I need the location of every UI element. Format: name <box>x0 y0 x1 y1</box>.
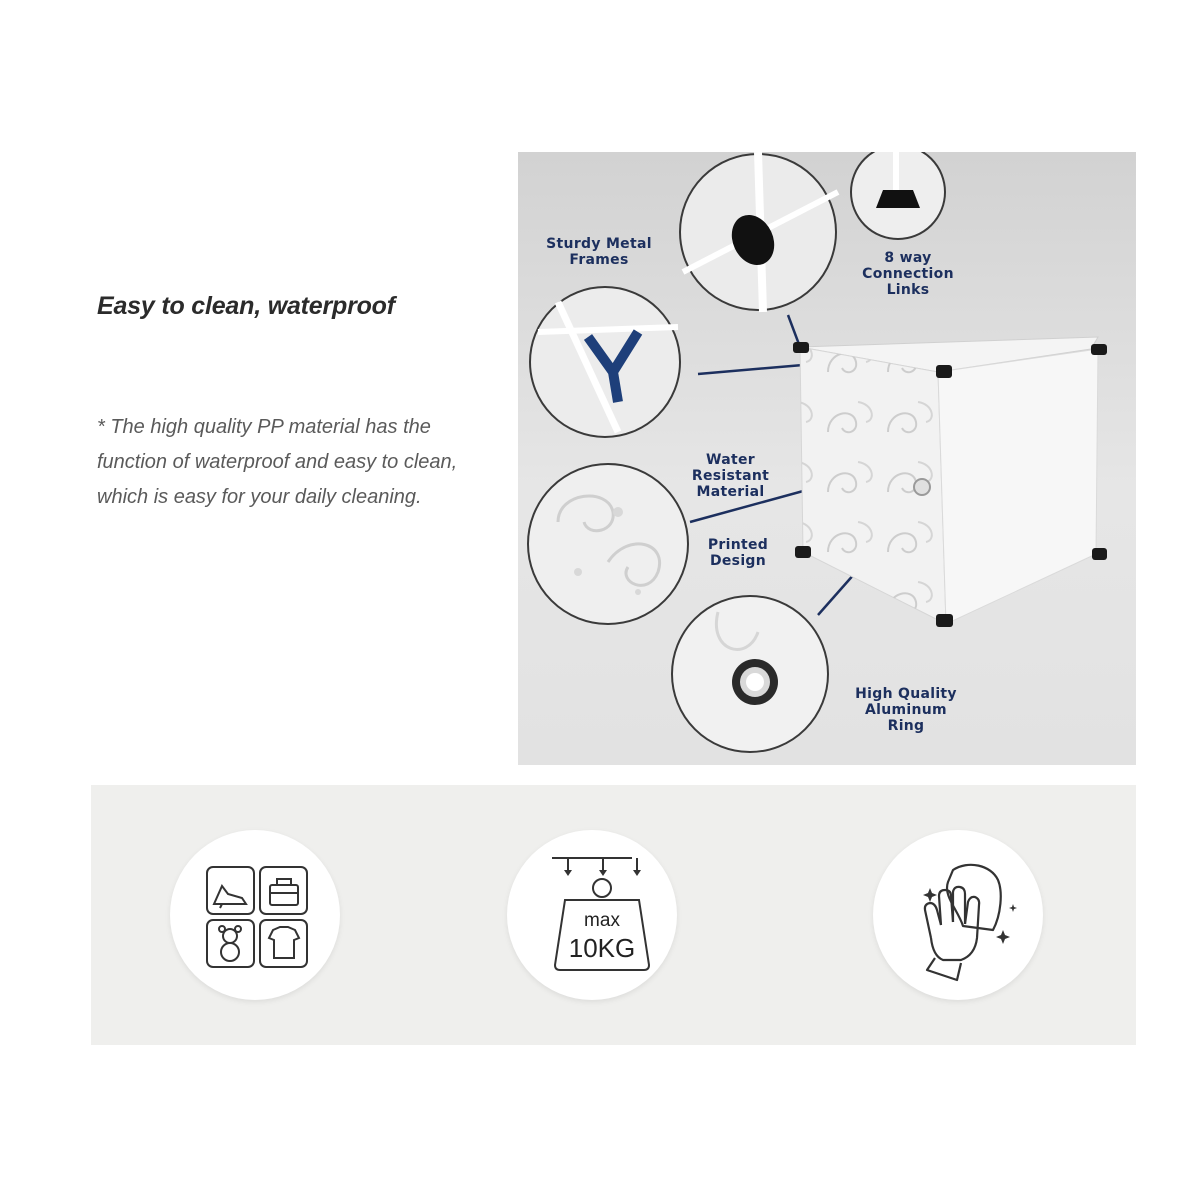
section-heading: Easy to clean, waterproof <box>97 292 395 320</box>
max-load-value: 10KG <box>568 933 636 963</box>
description-text: * The high quality PP material has the function of waterproof and easy to clean, which is easy for your daily cleaning. <box>97 416 458 508</box>
storage-cube <box>793 337 1107 627</box>
detail-connector-circle <box>680 152 838 312</box>
detail-links-circle <box>851 152 945 239</box>
easy-clean-badge <box>873 830 1043 1000</box>
callout-water-resistant: Water Resistant Material <box>691 452 770 500</box>
callout-aluminum-ring: High Quality Aluminum Ring <box>855 686 957 734</box>
product-feature-panel <box>518 152 1136 765</box>
detail-frames-circle <box>530 287 680 437</box>
callout-connection-links: 8 way Connection Links <box>862 250 954 298</box>
callout-printed-design: Printed Design <box>707 537 769 569</box>
toolbox-icon <box>260 867 307 914</box>
callout-sturdy-metal-frames: Sturdy Metal Frames <box>546 236 652 268</box>
max-load-label: max <box>584 910 620 931</box>
feature-badges-strip <box>91 785 1136 1045</box>
hand-cleaning-cloth-icon <box>873 830 1043 1000</box>
sparkle-icon <box>923 888 1017 944</box>
door-ring <box>914 479 930 495</box>
storage-uses-badge <box>170 830 340 1000</box>
detail-ring-circle <box>672 596 828 752</box>
max-load-badge <box>507 830 677 1000</box>
detail-water-circle <box>528 464 688 624</box>
shoe-icon <box>207 867 254 914</box>
